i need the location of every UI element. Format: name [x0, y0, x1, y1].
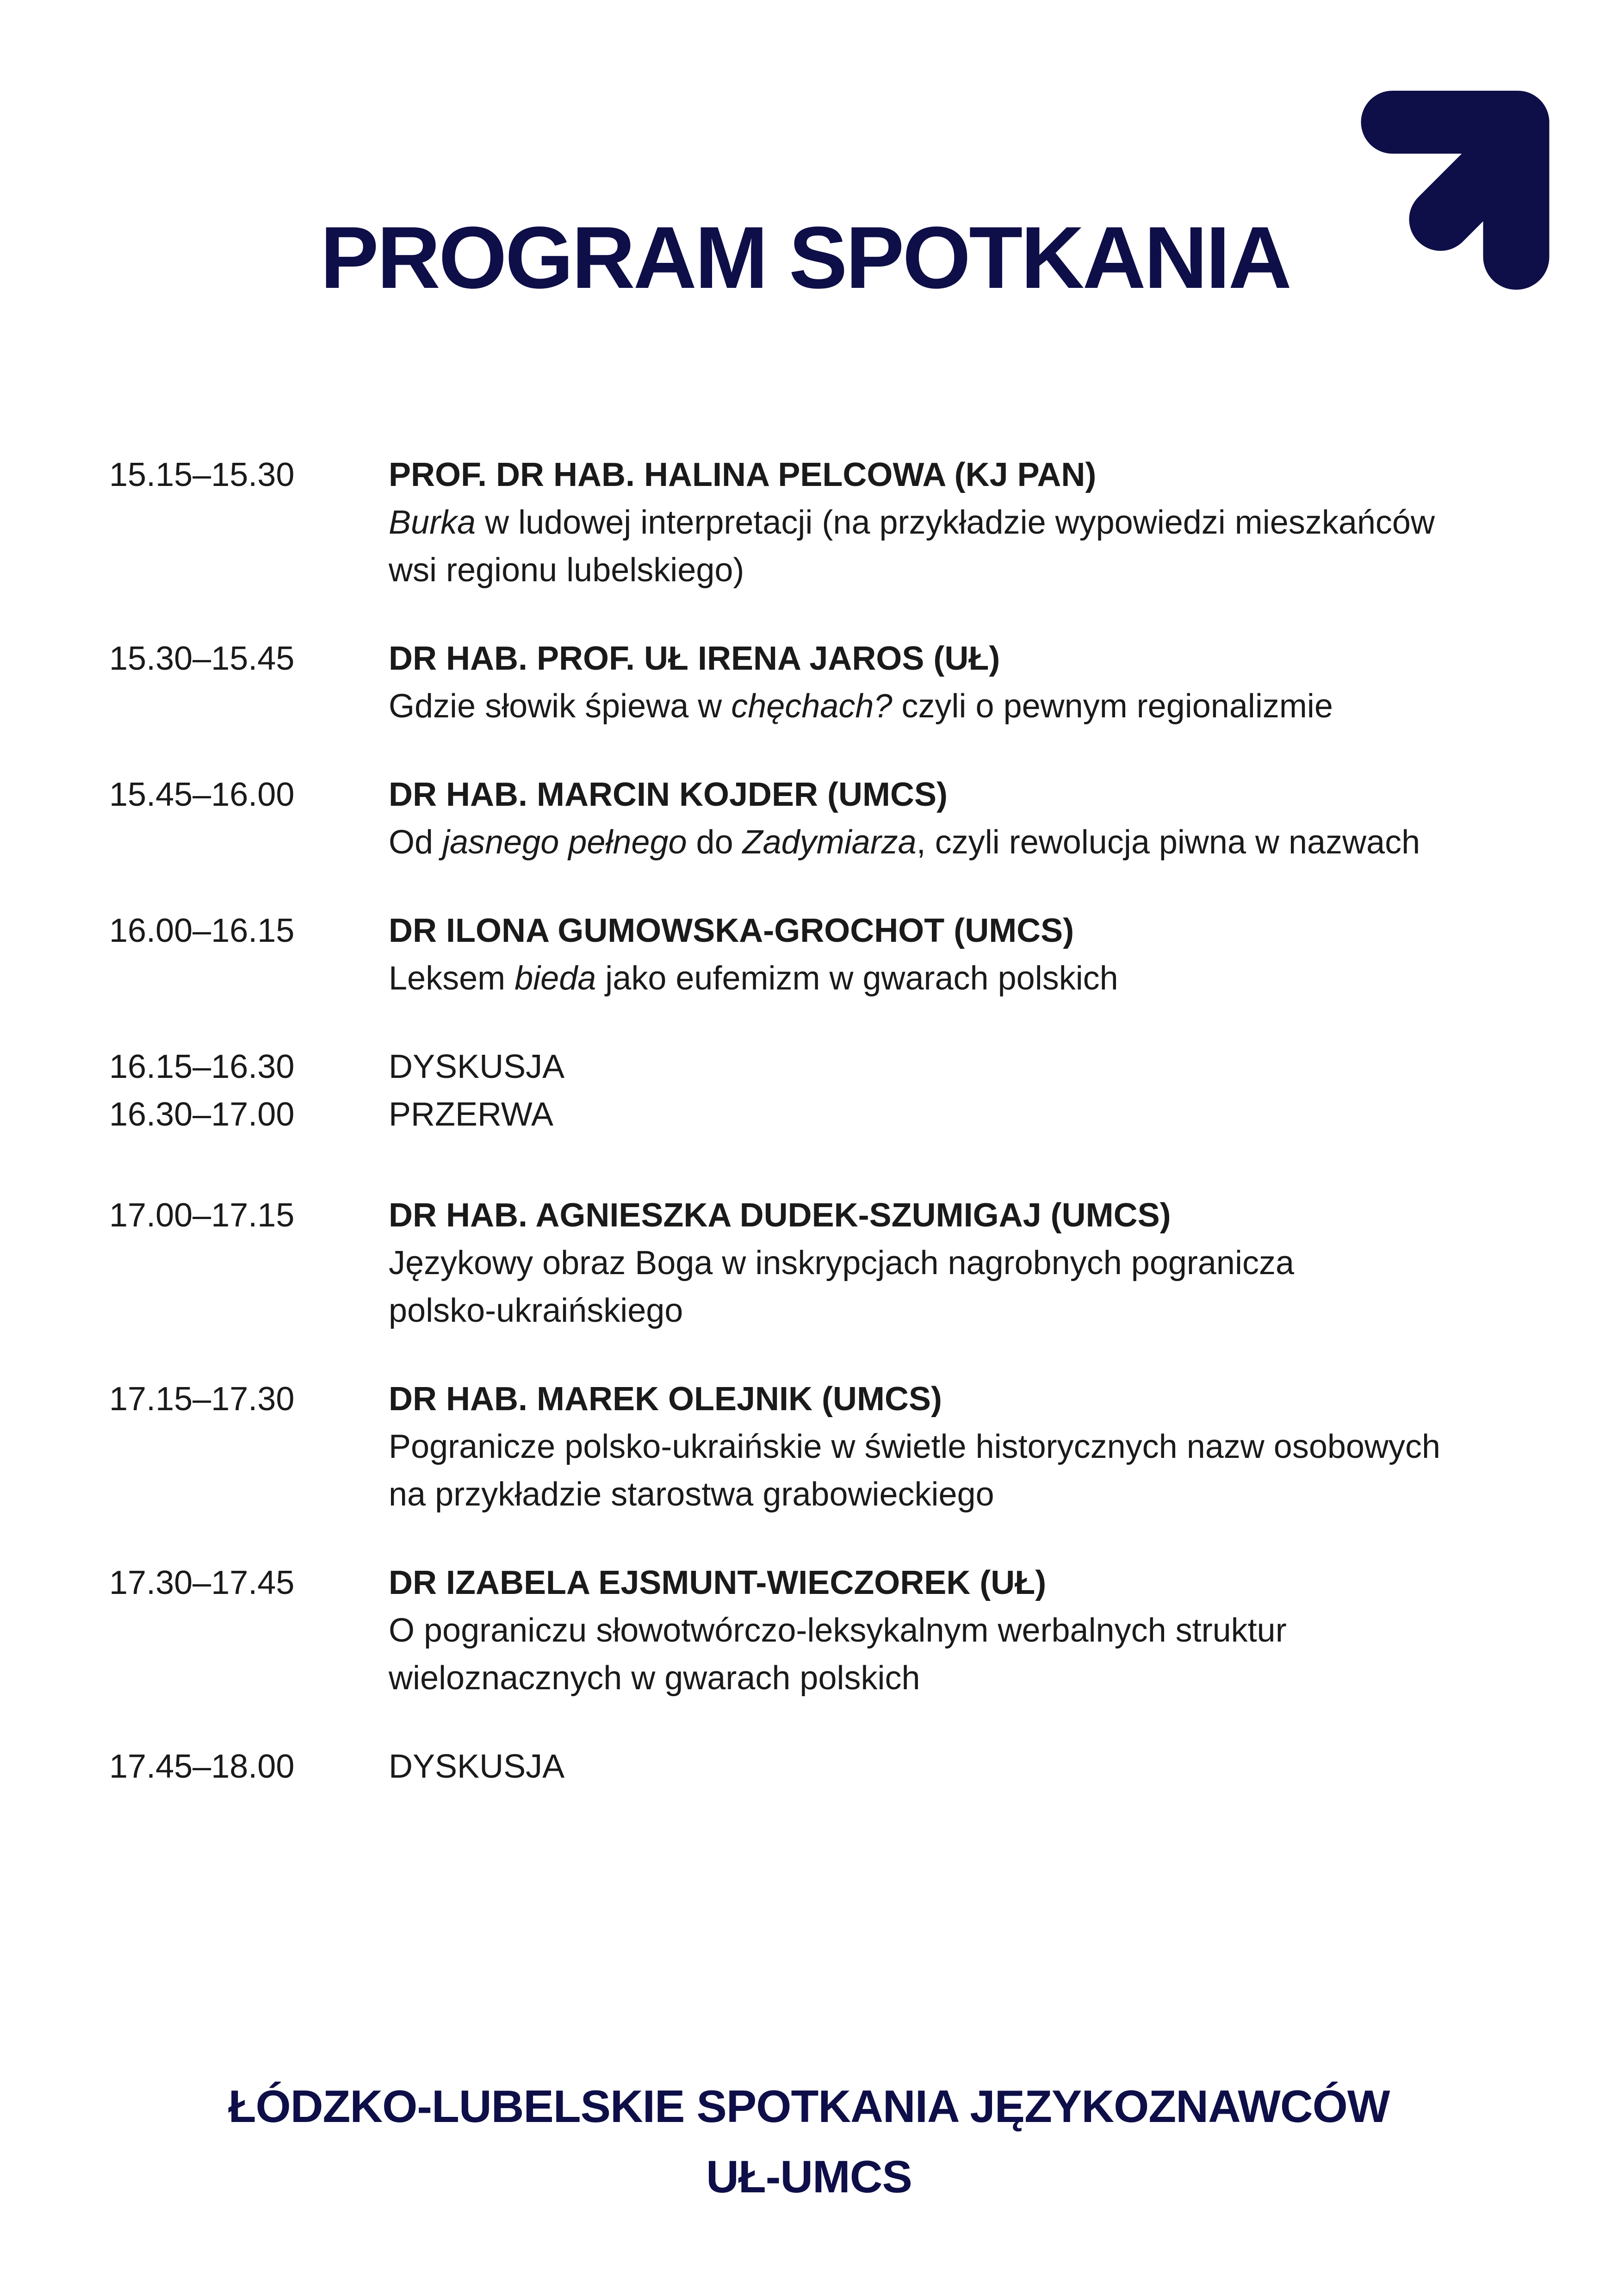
- entry-body: [389, 1043, 1525, 1091]
- schedule-entry: [109, 1743, 1525, 1791]
- entry-body: [389, 1743, 1525, 1791]
- schedule-entry: [109, 907, 1525, 1002]
- entry-body: [389, 1192, 1525, 1335]
- entry-body: [389, 1091, 1525, 1139]
- title-text: , czyli rewolucja piwna w nazwach: [916, 824, 1420, 861]
- entry-title: [389, 683, 1525, 730]
- entry-body: [389, 635, 1525, 730]
- entry-title: [389, 819, 1525, 866]
- title-text: wieloznacznych w gwarach polskich: [389, 1660, 920, 1697]
- entry-time: 17.45–18.00: [109, 1748, 295, 1785]
- entry-title: [389, 1607, 1525, 1702]
- entry-body: [389, 1375, 1525, 1518]
- title-italic-term: bieda: [515, 960, 596, 997]
- entry-speaker: DR HAB. MAREK OLEJNIK (UMCS): [389, 1381, 942, 1418]
- title-text: na przykładzie starostwa grabowieckiego: [389, 1476, 994, 1513]
- entry-body: [389, 907, 1525, 1002]
- schedule-entry: [109, 451, 1525, 594]
- schedule-list: [109, 451, 1525, 1831]
- title-text: czyli o pewnym regionalizmie: [892, 688, 1333, 725]
- entry-time: 17.15–17.30: [109, 1381, 295, 1418]
- schedule-entry: [109, 635, 1525, 730]
- title-text: Pogranicze polsko-ukraińskie w świetle historycznych nazw osobowych: [389, 1428, 1440, 1465]
- entry-time: 15.15–15.30: [109, 456, 295, 493]
- entry-time: 17.30–17.45: [109, 1564, 295, 1601]
- title-text: Językowy obraz Boga w inskrypcjach nagrobnych pogranicza: [389, 1244, 1295, 1282]
- title-text: Leksem: [389, 960, 515, 997]
- schedule-entry: [109, 1091, 1525, 1139]
- title-text: O pograniczu słowotwórczo-leksykalnym werbalnych struktur: [389, 1612, 1287, 1649]
- entry-body: [389, 771, 1525, 866]
- schedule-entry: [109, 1375, 1525, 1518]
- title-italic-term: Burka: [389, 504, 476, 541]
- entry-speaker: DR HAB. PROF. UŁ IRENA JAROS (UŁ): [389, 640, 1000, 677]
- entry-body: [389, 451, 1525, 594]
- entry-time: 16.15–16.30: [109, 1048, 295, 1085]
- entry-speaker: DYSKUSJA: [389, 1048, 565, 1085]
- title-text: polsko-ukraińskiego: [389, 1292, 683, 1329]
- entry-time: 16.00–16.15: [109, 912, 295, 949]
- entry-speaker: DR ILONA GUMOWSKA-GROCHOT (UMCS): [389, 912, 1074, 949]
- schedule-entry: [109, 1559, 1525, 1702]
- entry-speaker: PRZERWA: [389, 1096, 554, 1133]
- entry-speaker: DR HAB. MARCIN KOJDER (UMCS): [389, 776, 948, 813]
- title-text: Gdzie słowik śpiewa w: [389, 688, 732, 725]
- title-text: wsi regionu lubelskiego): [389, 552, 744, 589]
- entry-title: [389, 955, 1525, 1002]
- entry-speaker: DYSKUSJA: [389, 1748, 565, 1785]
- schedule-entry: [109, 771, 1525, 866]
- entry-title: [389, 499, 1525, 594]
- entry-speaker: DR HAB. AGNIESZKA DUDEK-SZUMIGAJ (UMCS): [389, 1197, 1171, 1234]
- entry-time: 17.00–17.15: [109, 1197, 295, 1234]
- entry-time: 15.30–15.45: [109, 640, 295, 677]
- title-text: do: [687, 824, 743, 861]
- title-text: jako eufemizm w gwarach polskich: [596, 960, 1118, 997]
- footer-event-name: ŁÓDZKO-LUBELSKIE SPOTKANIA JĘZYKOZNAWCÓW: [228, 2081, 1390, 2132]
- footer-universities: UŁ-UMCS: [706, 2151, 912, 2202]
- entry-body: [389, 1559, 1525, 1702]
- entry-time: 15.45–16.00: [109, 776, 295, 813]
- title-italic-term: Zadymiarza: [742, 824, 917, 861]
- footer: [0, 2071, 1618, 2212]
- entry-title: [389, 1423, 1525, 1518]
- entry-speaker: DR IZABELA EJSMUNT-WIECZOREK (UŁ): [389, 1564, 1047, 1601]
- schedule-entry: [109, 1192, 1525, 1335]
- entry-speaker: PROF. DR HAB. HALINA PELCOWA (KJ PAN): [389, 456, 1097, 493]
- schedule-entry: [109, 1043, 1525, 1091]
- entry-time: 16.30–17.00: [109, 1096, 295, 1133]
- title-text: Od: [389, 824, 443, 861]
- arrow-up-right-logo-icon: [1360, 91, 1550, 290]
- title-italic-term: jasnego pełnego: [442, 824, 687, 861]
- page-title: PROGRAM SPOTKANIA: [320, 209, 1290, 307]
- title-italic-term: chęchach?: [731, 688, 893, 725]
- entry-title: [389, 1239, 1525, 1335]
- title-text: w ludowej interpretacji (na przykładzie wypowiedzi mieszkańców: [476, 504, 1435, 541]
